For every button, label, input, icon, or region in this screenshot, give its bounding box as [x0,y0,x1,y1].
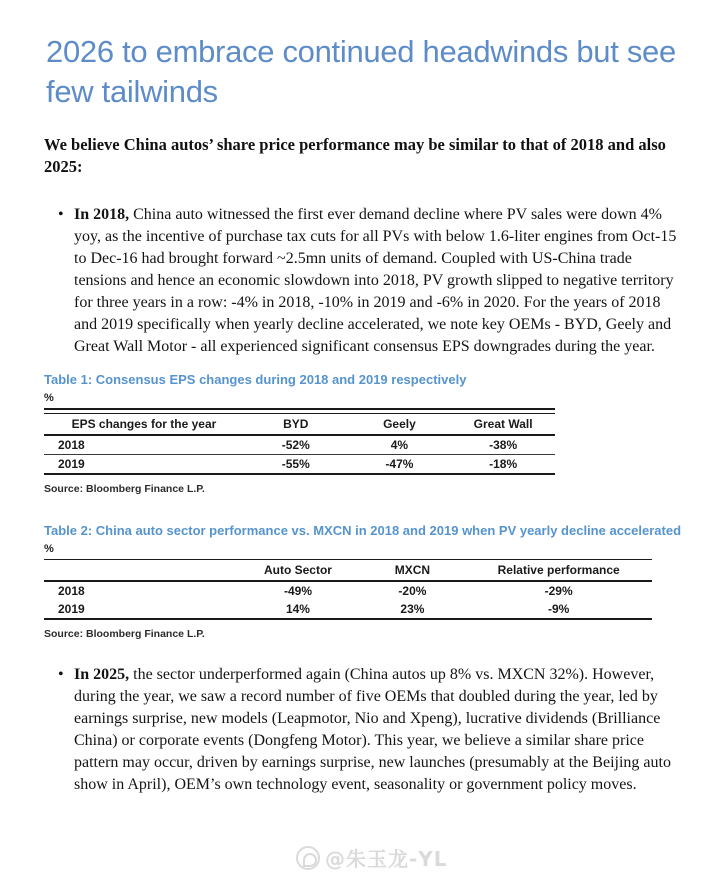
bullet-2018-lead: In 2018, [74,206,130,223]
table2-cell: 2018 [58,584,85,598]
table2-source: Source: Bloomberg Finance L.P. [44,628,205,640]
table1 [44,408,555,475]
bullet-icon: • [58,666,64,683]
table-row [44,435,555,455]
table2-cell: 2019 [58,602,85,616]
page-title: 2026 to embrace continued headwinds but see few tailwinds [46,34,676,109]
table2-col-header: MXCN [360,560,466,582]
table1-cell: -18% [489,457,518,471]
table-row [44,581,652,600]
table2-header-row [44,560,652,582]
bullet-2018-body: China auto witnessed the first ever demand decline where PV sales were down 4% yoy, as the incentive of purchase tax cuts for all PVs with below 1.6-liter engines from Oct-15 to Dec-16 had brought forward ~2.5mn units of demand. Coupled with US-China trade tensions and hence an economic slowdown into 2018, PV growth slipped to negative territory for three years in a row: -4% in 2018, -10% in 2019 and -6% in 2020. For the years of 2018 and 2019 specifically when yearly decline accelerated, we note key OEMs - BYD, Geely and Great Wall Motor - all experienced significant consensus EPS downgrades during the year. [74,206,677,355]
bullet-2025-body: the sector underperformed again (China autos up 8% vs. MXCN 32%). However, during the year, we saw a record number of five OEMs that doubled during the year, led by earnings surprise, new models (Leapmotor, Nio and Xpeng), lucrative dividends (Brilliance China) or corporate events (Dongfeng Motor). This year, we believe a similar share price pattern may occur, driven by earnings surprise, new launches (presumably at the Beijing auto show in April), OEM’s own technology event, seasonality or government policy moves. [74,666,671,793]
bullet-2025-lead: In 2025, [74,666,130,683]
table1-source: Source: Bloomberg Finance L.P. [44,483,205,495]
table1-title: Table 1: Consensus EPS changes during 2018 and 2019 respectively [44,372,467,387]
table1-cell: -38% [451,435,555,455]
table1-col-header: BYD [244,414,348,436]
table2-cell: 23% [400,602,425,616]
table2-cell: -9% [547,602,570,616]
table1-col-header: EPS changes for the year [44,414,244,436]
bullet-2018-text [74,204,679,358]
table1-unit-label: % [44,392,54,404]
bullet-2025 [44,664,682,796]
table2-cell: 14% [285,602,310,616]
table1-col-header: Geely [348,414,452,436]
table1-cell: 2019 [58,457,85,471]
intro-statement: We believe China autos’ share price performance may be similar to that of 2018 and also 2025: [44,135,666,176]
table2-col-header [44,560,236,582]
table-row [44,600,652,619]
table1-cell: -55% [281,457,310,471]
table2-col-header: Relative performance [465,560,652,582]
table1-cell: -47% [385,457,414,471]
table2-col-header: Auto Sector [236,560,359,582]
table1-header-row [44,414,555,436]
watermark [296,843,448,872]
table1-cell: -52% [244,435,348,455]
table2-cell: -29% [544,584,573,598]
watermark-text: @朱玉龙-YL [325,847,448,871]
table2-cell: -49% [283,584,312,598]
table1-cell: 2018 [44,435,244,455]
table-row [44,455,555,475]
table2-unit-label: % [44,543,54,555]
bullet-2018 [44,204,682,358]
table1-col-header: Great Wall [451,414,555,436]
weibo-icon [296,846,320,870]
table2-title: Table 2: China auto sector performance vs. MXCN in 2018 and 2019 when PV yearly decline accelerated [44,523,682,538]
table2-cell: -20% [398,584,427,598]
table2 [44,559,652,620]
table1-cell: 4% [348,435,452,455]
bullet-2025-text [74,664,679,796]
bullet-icon: • [58,206,64,223]
